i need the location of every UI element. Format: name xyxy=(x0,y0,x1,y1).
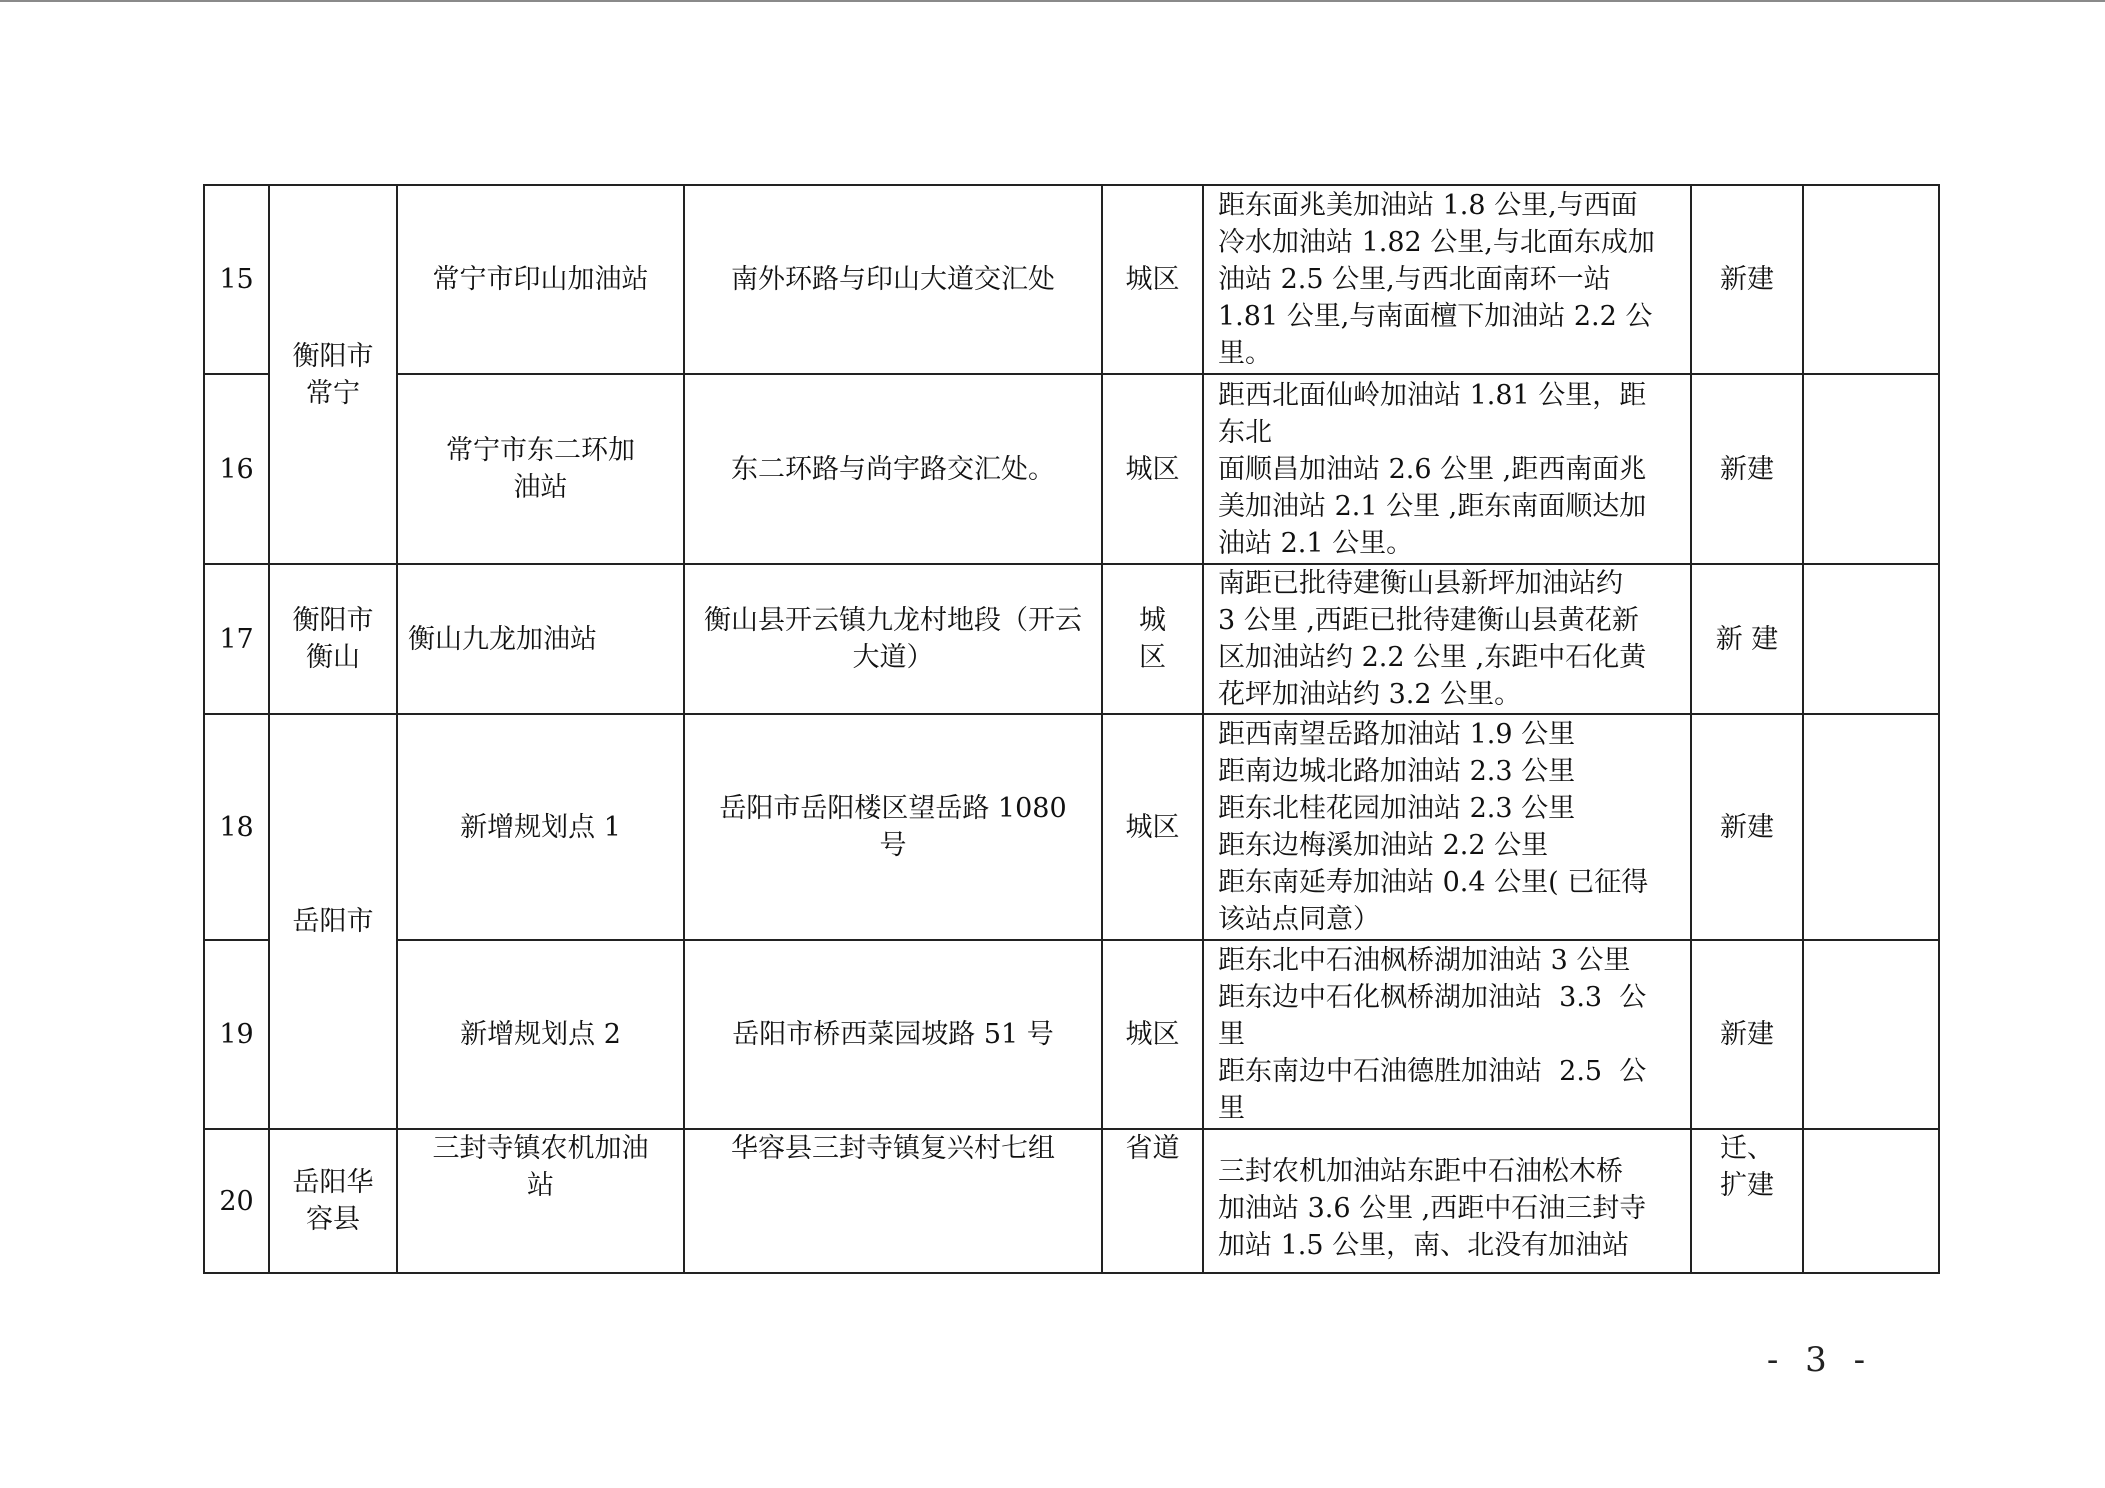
description-line: 3 公里 ,西距已批待建衡山县黄花新 xyxy=(1218,605,1639,636)
description-line: 美加油站 2.1 公里 ,距东南面顺达加 xyxy=(1218,490,1647,522)
description-line: 里 xyxy=(1218,1093,1245,1124)
area-type: 城区 xyxy=(1102,714,1203,940)
description-line: 加油站 3.6 公里 ,西距中石油三封寺 xyxy=(1218,1192,1647,1224)
row-number: 18 xyxy=(204,714,269,940)
table-row xyxy=(204,564,1939,714)
distance-description xyxy=(1203,564,1691,714)
description-line: 加站 1.5 公里，南、北没有加油站 xyxy=(1218,1229,1630,1261)
description-line: 面顺昌加油站 2.6 公里 ,距西南面兆 xyxy=(1218,453,1647,485)
construction-type: 迁、扩建 xyxy=(1691,1129,1803,1273)
station-name: 常宁市东二环加油站 xyxy=(397,374,684,564)
description-line: 油站 2.1 公里。 xyxy=(1218,527,1414,559)
table-row xyxy=(204,1129,1939,1273)
description-line: 花坪加油站约 3.2 公里。 xyxy=(1218,679,1522,710)
row-number: 15 xyxy=(204,185,269,374)
construction-type: 新建 xyxy=(1691,940,1803,1129)
distance-description xyxy=(1203,185,1691,374)
station-address: 岳阳市岳阳楼区望岳路 1080 号 xyxy=(684,714,1102,940)
description-line: 距西南望岳路加油站 1.9 公里 xyxy=(1218,719,1576,750)
note-cell xyxy=(1803,185,1939,374)
description-line: 距东边梅溪加油站 2.2 公里 xyxy=(1218,830,1549,861)
description-line: 距东南延寿加油站 0.4 公里( 已征得 xyxy=(1218,867,1649,898)
note-cell xyxy=(1803,714,1939,940)
construction-type: 新 建 xyxy=(1691,564,1803,714)
description-line: 距东南边中石油德胜加油站 2.5 公 xyxy=(1218,1056,1647,1087)
page-number: - 3 - xyxy=(1766,1340,1874,1380)
station-address: 东二环路与尚宇路交汇处。 xyxy=(684,374,1102,564)
note-cell xyxy=(1803,1129,1939,1273)
distance-description xyxy=(1203,374,1691,564)
note-cell xyxy=(1803,564,1939,714)
city-cell: 衡阳市衡山 xyxy=(269,564,397,714)
description-line: 三封农机加油站东距中石油松木桥 xyxy=(1218,1155,1623,1187)
station-name: 三封寺镇农机加油站 xyxy=(397,1129,684,1273)
description-line: 距东北中石油枫桥湖加油站 3 公里 xyxy=(1218,945,1631,976)
station-name: 新增规划点 1 xyxy=(397,714,684,940)
row-number: 16 xyxy=(204,374,269,564)
description-line: 油站 2.5 公里,与西北面南环一站 xyxy=(1218,264,1611,295)
top-border-line xyxy=(0,0,2105,2)
note-cell xyxy=(1803,940,1939,1129)
description-line: 冷水加油站 1.82 公里,与北面东成加 xyxy=(1218,227,1655,258)
construction-type: 新建 xyxy=(1691,714,1803,940)
description-line: 距东北桂花园加油站 2.3 公里 xyxy=(1218,793,1576,824)
table-row xyxy=(204,374,1939,564)
row-number: 19 xyxy=(204,940,269,1129)
table-row xyxy=(204,714,1939,940)
station-address: 南外环路与印山大道交汇处 xyxy=(684,185,1102,374)
note-cell xyxy=(1803,374,1939,564)
description-line: 里。 xyxy=(1218,338,1272,369)
row-number: 17 xyxy=(204,564,269,714)
distance-description xyxy=(1203,1129,1691,1273)
description-line: 该站点同意） xyxy=(1218,904,1380,935)
station-address: 岳阳市桥西菜园坡路 51 号 xyxy=(684,940,1102,1129)
area-type: 省道 xyxy=(1102,1129,1203,1273)
station-name: 衡山九龙加油站 xyxy=(397,564,684,714)
description-line: 里 xyxy=(1218,1019,1245,1050)
table-row xyxy=(204,185,1939,374)
construction-type: 新建 xyxy=(1691,185,1803,374)
city-cell: 岳阳华容县 xyxy=(269,1129,397,1273)
row-number: 20 xyxy=(204,1129,269,1273)
gas-station-plan-table xyxy=(203,184,1940,1274)
station-name: 常宁市印山加油站 xyxy=(397,185,684,374)
area-type: 城区 xyxy=(1102,564,1203,714)
description-line: 距东边中石化枫桥湖加油站 3.3 公 xyxy=(1218,982,1647,1013)
description-line: 南距已批待建衡山县新坪加油站约 xyxy=(1218,568,1623,599)
area-type: 城区 xyxy=(1102,940,1203,1129)
description-line: 距东面兆美加油站 1.8 公里,与西面 xyxy=(1218,190,1638,221)
distance-description xyxy=(1203,714,1691,940)
table-row xyxy=(204,940,1939,1129)
city-cell: 岳阳市 xyxy=(269,714,397,1129)
area-type: 城区 xyxy=(1102,185,1203,374)
description-line: 1.81 公里,与南面檀下加油站 2.2 公 xyxy=(1218,301,1653,332)
city-cell: 衡阳市常宁 xyxy=(269,185,397,564)
station-address: 华容县三封寺镇复兴村七组 xyxy=(684,1129,1102,1273)
area-type: 城区 xyxy=(1102,374,1203,564)
distance-description xyxy=(1203,940,1691,1129)
description-line: 距南边城北路加油站 2.3 公里 xyxy=(1218,756,1576,787)
station-address: 衡山县开云镇九龙村地段（开云大道） xyxy=(684,564,1102,714)
construction-type: 新建 xyxy=(1691,374,1803,564)
description-line: 东北 xyxy=(1218,416,1272,448)
station-name: 新增规划点 2 xyxy=(397,940,684,1129)
description-line: 区加油站约 2.2 公里 ,东距中石化黄 xyxy=(1218,642,1647,673)
description-line: 距西北面仙岭加油站 1.81 公里，距 xyxy=(1218,379,1647,411)
